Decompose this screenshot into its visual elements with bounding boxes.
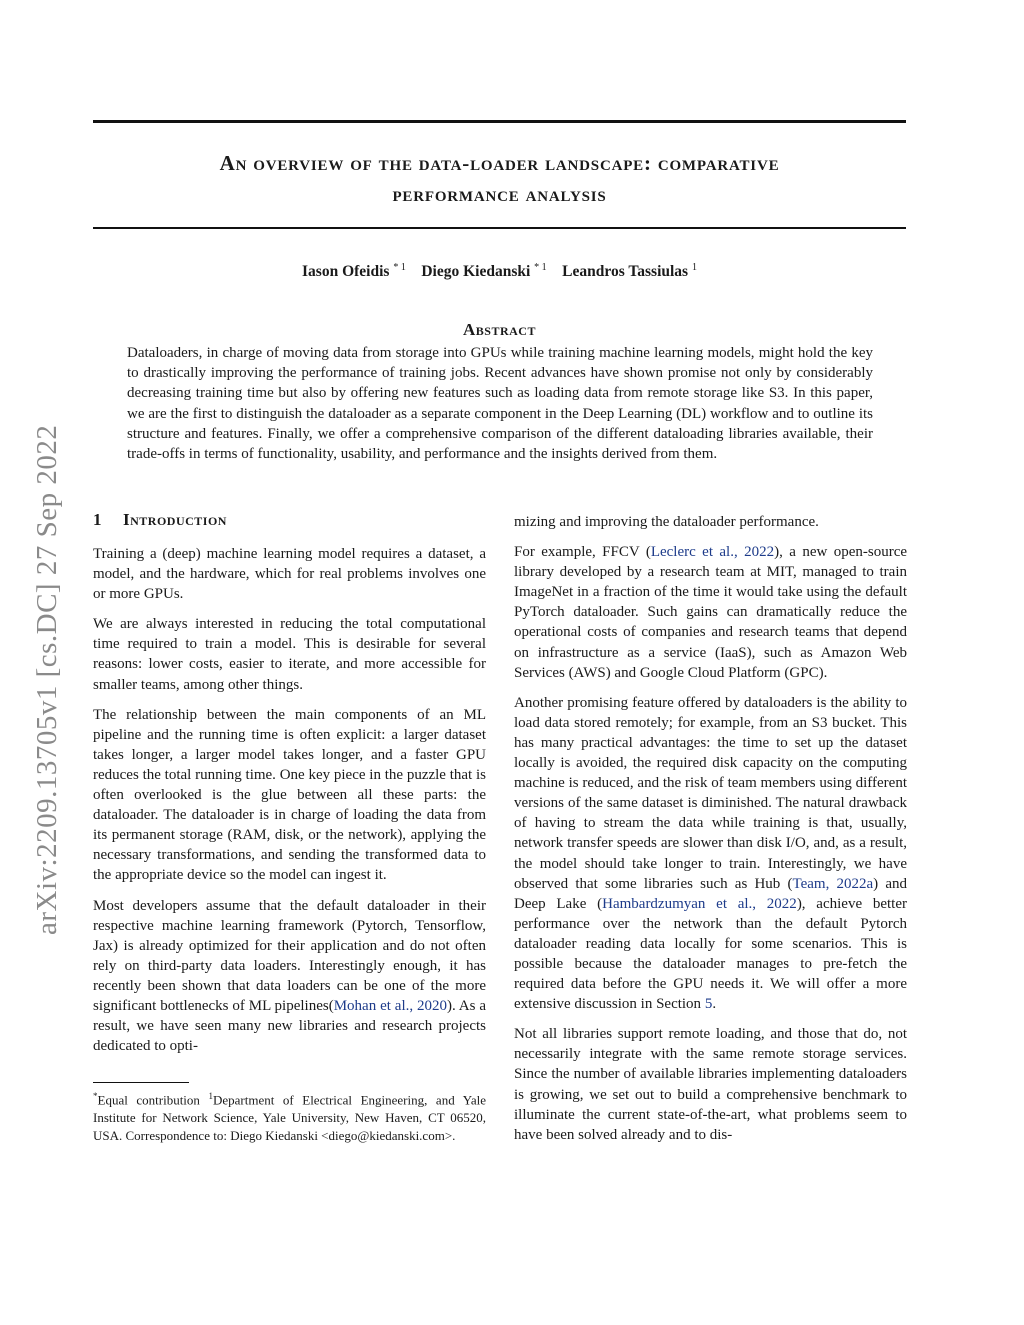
paragraph [514, 693, 907, 1015]
paragraph-text: Another promising feature offered by dataloaders is the ability to load data stored remotely; for example, from an S3 bucket. This has many practical advantages: the time to set up the dataset locally is avoided, the required disk capacity on the computing machine is reduced, and the risk of team members using different versions of the same dataset is diminished. The natural drawback of having to stream the data while training is that, usually, network transfer speeds are slower than disk I/O, and, as a result, the model should take longer to train. Interestingly, we have observed that some libraries such as Hub ( [514, 694, 907, 892]
citation-link[interactable] [334, 998, 447, 1014]
paper-title [93, 148, 906, 210]
paragraph-text: . [712, 996, 717, 1013]
section-number: 1 [93, 510, 102, 529]
right-column [514, 512, 907, 1155]
paragraph [514, 542, 907, 683]
section-ref-link[interactable]: 5 [704, 996, 713, 1013]
citation-year: 2020 [417, 997, 447, 1014]
citation-name: Mohan et al. [333, 997, 410, 1014]
paragraph: We are always interested in reducing the total computational time required to train a model. This is desirable for several reasons: lower costs, easier to iterate, and more accessible for smaller teams, among other things. [93, 616, 486, 693]
author-list [93, 262, 906, 281]
footnote [93, 1087, 486, 1145]
title-top-rule [93, 120, 906, 123]
author-affiliation: 1 [691, 262, 697, 273]
paragraph-text: ), achieve better performance over the network than the default Pytorch dataloader reading data locally for some scenarios. This is possible because the dataloader manages to pre-fetch the required data before the GPU needs it. We will offer a more extensive discussion in Section [514, 895, 907, 1013]
paragraph: mizing and improving the dataloader performance. [514, 514, 819, 530]
citation-separator: , [733, 544, 745, 561]
footnote-mark: * [93, 1091, 98, 1101]
footnote-text: Equal contribution [97, 1092, 209, 1108]
paragraph: Not all libraries support remote loading, and those that do, not necessarily integrate with the same remote storage services. Since the number of available libraries implementing dataloaders is growing, we set out to build a comprehensive benchmark to illuminate the current state-of-the-art, what problems seem to have been solved already and to dis- [514, 1026, 907, 1143]
author-name: Leandros Tassiulas [562, 263, 689, 281]
abstract-body: Dataloaders, in charge of moving data from storage into GPUs while training machine learning models, might hold the key to drastically improving the performance of training jobs. Recent advances have shown promise not only by considerably decreasing training time but also by offering new features such as loading data from remote storage like S3. In this paper, we are the first to distinguish the dataloader as a separate component in the Deep Learning (DL) workflow and to outline its structure and features. Finally, we offer a comprehensive comparison of the different dataloading libraries available, their trade-offs in terms of functionality, usability, and performance and the insights derived from them. [127, 345, 873, 463]
footnote-mark: 1 [208, 1091, 213, 1101]
paragraph-text: For example, FFCV ( [514, 544, 651, 561]
footnote-rule [93, 1082, 189, 1083]
citation-link[interactable]: Team, 2022a [792, 875, 874, 892]
citation-link[interactable] [651, 544, 774, 560]
paragraph-text: Most developers assume that the default dataloader in their respective machine learning framework (Pytorch, Tensorflow, Jax) is already optimized for their application and do not often rely on third-party data loaders. Interestingly enough, it has recently been shown that data loaders can be one of the more significant bottlenecks of ML pipelines( [93, 897, 486, 1014]
citation-separator: , [409, 997, 417, 1014]
title-line-1: An overview of the data-loader landscape: comparative [219, 151, 780, 175]
paragraph-text: ) and Deep Lake ( [514, 875, 907, 912]
citation-link[interactable]: Hambardzumyan et al., 2022 [602, 895, 797, 912]
paragraph: The relationship between the main components of an ML pipeline and the running time is often explicit: a larger dataset takes longer, a larger model takes longer, and a faster GPU reduces the total running time. One key piece in the puzzle that is often overlooked is the glue between all these parts: the dataloader. The dataloader is in charge of loading the data from its permanent storage (RAM, disk, or the network), applying the necessary transformations, and sending the transformed data to the appropriate device so the model can ingest it. [93, 706, 486, 884]
citation-year: 2022 [744, 544, 775, 561]
paragraph-text: ). As a result, we have seen many new libraries and research projects dedicated to opti- [93, 997, 486, 1055]
abstract-heading: Abstract [463, 320, 536, 339]
title-line-2: performance analysis [392, 182, 607, 206]
citation-name: Leclerc et al. [650, 544, 734, 561]
paragraph [93, 896, 486, 1057]
paragraph-text: ), a new open-source library developed by a research team at MIT, managed to train ImageNet in a fraction of the time it would take using the default PyTorch dataloader. Such gains can dramatically reduce the operational costs of companies and research teams that depend on infrastructure as a service (IaaS), such as Amazon Web Services (AWS) and Google Cloud Platform (GPC). [514, 544, 908, 681]
author-affiliation: * 1 [534, 262, 547, 273]
paragraph: Training a (deep) machine learning model requires a dataset, a model, and the hardware, which for real problems involves one or more GPUs. [93, 546, 486, 603]
author-affiliation: * 1 [393, 262, 406, 273]
arxiv-side-label: arXiv:2209.13705v1 [cs.DC] 27 Sep 2022 [31, 424, 63, 935]
section-heading: Introduction [123, 510, 227, 529]
title-bottom-rule [93, 227, 906, 229]
author-name: Iason Ofeidis [302, 263, 390, 281]
author-name: Diego Kiedanski [421, 263, 531, 281]
footnote-text: Department of Electrical Engineering, and Yale Institute for Network Science, Yale University, New Haven, CT 06520, USA. Correspondence to: Diego Kiedanski <diego@kiedanski.com>. [93, 1092, 486, 1144]
left-column [93, 544, 486, 1066]
